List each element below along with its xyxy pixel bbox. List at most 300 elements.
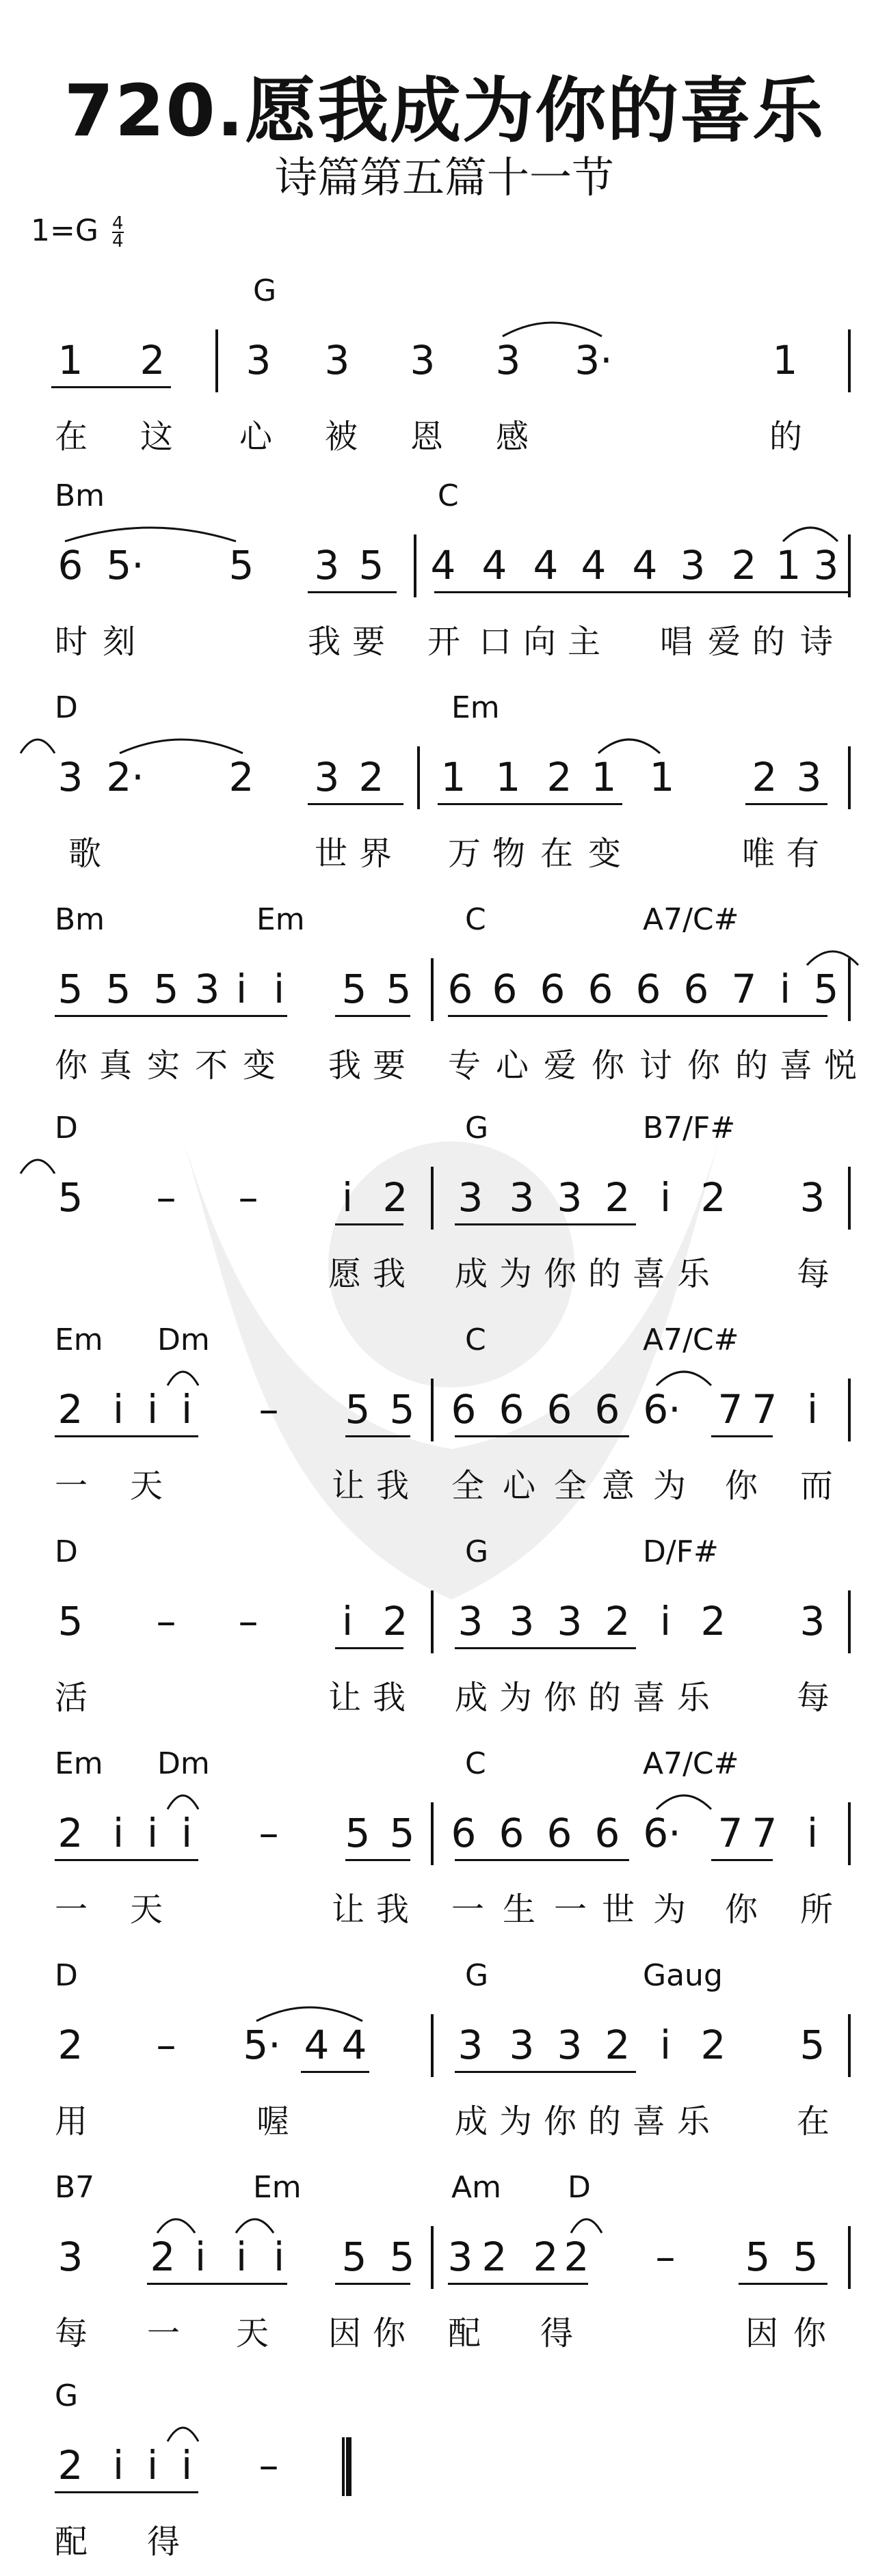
note: 3 <box>509 1174 535 1221</box>
note: i <box>659 2022 672 2068</box>
lyric-char: 得 <box>540 2314 574 2353</box>
music-system <box>0 1958 889 2143</box>
lyric-char: 为 <box>499 1255 533 1293</box>
chord-symbol: D <box>55 1534 78 1569</box>
chord-symbol: B7 <box>55 2170 95 2205</box>
lyric-char: 乐 <box>677 1679 711 1717</box>
note: 5 <box>57 1598 83 1644</box>
lyric-char: 而 <box>800 1467 834 1505</box>
music-system <box>0 1323 889 1507</box>
lyric-char: 刻 <box>103 623 136 661</box>
lyric-char: 愿 <box>328 1255 362 1293</box>
beam-underline <box>345 1859 410 1861</box>
note: i <box>273 966 285 1012</box>
time-bottom: 4 <box>111 231 124 252</box>
barline <box>848 1379 851 1441</box>
note: 3 <box>796 754 822 800</box>
note: 4 <box>304 2022 330 2068</box>
lyric-char: 诗 <box>800 623 834 661</box>
lyric-char: 成 <box>455 1255 488 1293</box>
note: 3 <box>680 542 706 588</box>
note: 5 <box>341 2234 367 2280</box>
barline <box>848 746 851 809</box>
lyric-char: 时 <box>55 623 88 661</box>
beam-underline <box>55 1859 198 1861</box>
lyric-char: 一 <box>147 2314 181 2353</box>
note: i <box>341 1174 354 1221</box>
lyric-char: 心 <box>496 1046 529 1085</box>
lyric-char: 爱 <box>544 1046 577 1085</box>
note: i <box>341 1598 354 1644</box>
note: 3 <box>557 1174 583 1221</box>
note: 5 <box>389 1386 415 1433</box>
lyric-char: 在 <box>540 835 574 873</box>
song-subtitle: 诗篇第五篇十一节 <box>274 152 614 202</box>
beam-underline <box>455 1647 636 1649</box>
beam-underline <box>55 1435 198 1437</box>
note: 6 <box>546 1810 572 1856</box>
note: i <box>146 2442 159 2489</box>
lyric-char: 你 <box>55 1046 88 1085</box>
lyric-char: 的 <box>769 418 803 456</box>
lyric-char: 喜 <box>633 2102 666 2141</box>
lyric-char: 你 <box>725 1467 758 1505</box>
note: 2 <box>382 1598 408 1644</box>
note: – <box>156 1174 176 1221</box>
lyric-char: 成 <box>455 1679 488 1717</box>
chord-symbol: C <box>465 1323 486 1357</box>
lyric-char: 每 <box>797 1255 830 1293</box>
note: 5· <box>106 542 144 588</box>
note: 3 <box>509 1598 535 1644</box>
lyric-char: 每 <box>797 1679 830 1717</box>
note: 5 <box>57 1174 83 1221</box>
barline <box>414 534 416 597</box>
note: 2 <box>57 1810 83 1856</box>
lyric-char: 喜 <box>780 1046 813 1085</box>
beam-underline <box>745 803 827 805</box>
note: 4 <box>581 542 607 588</box>
note: i <box>659 1174 672 1221</box>
lyric-char: 被 <box>325 418 358 456</box>
lyric-char: 真 <box>99 1046 133 1085</box>
lyric-char: 全 <box>451 1467 485 1505</box>
lyric-char: 为 <box>653 1890 687 1929</box>
lyric-char: 的 <box>588 1679 622 1717</box>
barline <box>417 746 420 809</box>
note: 5 <box>799 2022 825 2068</box>
note: 1 <box>772 337 798 383</box>
note: 2 <box>57 2442 83 2489</box>
lyric-char: 开 <box>427 623 461 661</box>
chord-symbol: G <box>253 273 277 308</box>
lyric-char: 我 <box>373 1255 406 1293</box>
note: – <box>156 1598 176 1644</box>
note: 7 <box>731 966 757 1012</box>
note: 2 <box>57 2022 83 2068</box>
barline <box>848 958 851 1021</box>
barline <box>431 2226 434 2289</box>
beam-underline <box>455 1859 629 1861</box>
chord-symbol: Am <box>451 2170 501 2205</box>
note: 3 <box>495 337 521 383</box>
lyric-char: 得 <box>147 2523 181 2561</box>
lyric-char: 我 <box>328 1046 362 1085</box>
lyric-char: 不 <box>195 1046 228 1085</box>
lyric-char: 这 <box>140 418 174 456</box>
barline <box>848 534 851 597</box>
barline <box>431 958 434 1021</box>
note: 4 <box>481 542 507 588</box>
note: 2 <box>57 1386 83 1433</box>
lyric-char: 用 <box>55 2102 88 2141</box>
note: 3 <box>799 1174 825 1221</box>
chord-symbol: Em <box>253 2170 302 2205</box>
note: 4 <box>533 542 559 588</box>
chord-symbol: D <box>55 1111 78 1145</box>
lyric-char: 让 <box>328 1679 362 1717</box>
music-system <box>0 478 889 663</box>
lyric-char: 成 <box>455 2102 488 2141</box>
note: i <box>806 1810 819 1856</box>
lyric-char: 歌 <box>68 835 102 873</box>
note: 3· <box>574 337 613 383</box>
lyric-char: 唱 <box>660 623 693 661</box>
note: 5 <box>813 966 839 1012</box>
note: 3 <box>799 1598 825 1644</box>
lyric-char: 你 <box>544 1255 577 1293</box>
note: 3 <box>557 2022 583 2068</box>
lyric-char: 变 <box>588 835 622 873</box>
note: i <box>235 966 248 1012</box>
beam-underline <box>335 1647 403 1649</box>
note: 3 <box>457 1598 483 1644</box>
barline <box>848 2014 851 2077</box>
chord-symbol: G <box>55 2378 79 2413</box>
note: – <box>655 2234 676 2280</box>
beam-underline <box>51 386 171 388</box>
note: 2 <box>546 754 572 800</box>
lyric-char: 要 <box>373 1046 406 1085</box>
chord-symbol: D <box>55 690 78 725</box>
note: 2 <box>382 1174 408 1221</box>
beam-underline <box>335 2283 410 2285</box>
note: 5 <box>57 966 83 1012</box>
lyric-char: 天 <box>236 2314 269 2353</box>
lyric-char: 讨 <box>639 1046 673 1085</box>
note: – <box>258 1810 279 1856</box>
beam-underline <box>438 803 622 805</box>
lyric-char: 专 <box>448 1046 481 1085</box>
music-system <box>0 690 889 875</box>
beam-underline <box>147 2283 287 2285</box>
lyric-char: 你 <box>687 1046 721 1085</box>
beam-underline <box>455 1435 629 1437</box>
lyric-char: 配 <box>448 2314 481 2353</box>
beam-underline <box>448 2283 588 2285</box>
barline <box>431 1590 434 1653</box>
barline <box>848 1802 851 1865</box>
barline <box>848 2226 851 2289</box>
note: 5 <box>745 2234 771 2280</box>
lyric-char: 配 <box>55 2523 88 2561</box>
chord-symbol: B7/F# <box>643 1111 736 1145</box>
lyric-char: 向 <box>523 623 557 661</box>
note: 2 <box>150 2234 176 2280</box>
note: 3 <box>457 1174 483 1221</box>
lyric-char: 你 <box>544 1679 577 1717</box>
lyric-char: 活 <box>55 1679 88 1717</box>
lyric-char: 让 <box>332 1467 365 1505</box>
music-system <box>0 273 889 458</box>
note: i <box>181 2442 193 2489</box>
beam-underline <box>308 591 397 593</box>
note: 6 <box>635 966 661 1012</box>
note: 3 <box>194 966 220 1012</box>
lyric-char: 乐 <box>677 2102 711 2141</box>
lyric-char: 爱 <box>708 623 741 661</box>
lyric-char: 我 <box>376 1467 410 1505</box>
lyric-char: 一 <box>554 1890 587 1929</box>
note: i <box>659 1598 672 1644</box>
note: 5· <box>243 2022 281 2068</box>
note: 5 <box>386 966 412 1012</box>
lyric-char: 喔 <box>256 2102 290 2141</box>
beam-underline <box>55 1015 287 1017</box>
note: i <box>146 1810 159 1856</box>
note: 3 <box>57 754 83 800</box>
lyric-char: 主 <box>568 623 601 661</box>
note: i <box>112 1810 124 1856</box>
note: 5 <box>153 966 179 1012</box>
note: 6 <box>540 966 566 1012</box>
note: 5 <box>345 1810 371 1856</box>
note: 1 <box>775 542 801 588</box>
note: – <box>156 2022 176 2068</box>
note: 2 <box>731 542 757 588</box>
note: 3 <box>314 754 340 800</box>
lyric-char: 天 <box>130 1890 163 1929</box>
lyric-char: 一 <box>451 1890 485 1929</box>
lyric-char: 悦 <box>824 1046 858 1085</box>
lyric-char: 一 <box>55 1467 88 1505</box>
lyric-char: 因 <box>328 2314 362 2353</box>
note: 3 <box>324 337 350 383</box>
chord-symbol: C <box>438 478 459 513</box>
lyric-char: 全 <box>554 1467 587 1505</box>
note: 6 <box>594 1810 620 1856</box>
note: 3 <box>410 337 436 383</box>
lyric-char: 心 <box>239 418 273 456</box>
note: 2 <box>140 337 165 383</box>
lyric-char: 生 <box>503 1890 536 1929</box>
note: 6· <box>643 1386 681 1433</box>
note: – <box>258 1386 279 1433</box>
lyric-char: 感 <box>496 418 529 456</box>
chord-symbol: Em <box>256 902 305 937</box>
note: i <box>181 1810 193 1856</box>
beam-underline <box>434 591 848 593</box>
lyric-char: 我 <box>376 1890 410 1929</box>
lyric-char: 意 <box>602 1467 635 1505</box>
music-system <box>0 2170 889 2355</box>
note: 2 <box>605 1598 631 1644</box>
lyric-char: 你 <box>373 2314 406 2353</box>
lyric-char: 的 <box>588 2102 622 2141</box>
lyric-char: 让 <box>332 1890 365 1929</box>
note: i <box>146 1386 159 1433</box>
note: 3 <box>813 542 839 588</box>
note: 5 <box>105 966 131 1012</box>
note: 1 <box>591 754 617 800</box>
note: 5 <box>389 2234 415 2280</box>
music-system <box>0 1534 889 1719</box>
lyric-char: 物 <box>492 835 526 873</box>
music-system <box>0 1111 889 1295</box>
note: i <box>779 966 791 1012</box>
note: 3 <box>314 542 340 588</box>
note: i <box>806 1386 819 1433</box>
lyric-char: 喜 <box>633 1679 666 1717</box>
lyric-char: 在 <box>797 2102 830 2141</box>
note: 1 <box>57 337 83 383</box>
barline <box>431 1167 434 1230</box>
lyric-char: 有 <box>786 835 820 873</box>
lyric-char: 喜 <box>633 1255 666 1293</box>
chord-symbol: D/F# <box>643 1534 719 1569</box>
beam-underline <box>711 1859 773 1861</box>
note: 3 <box>57 2234 83 2280</box>
lyric-char: 你 <box>793 2314 827 2353</box>
music-system <box>0 2378 889 2563</box>
lyric-char: 我 <box>373 1679 406 1717</box>
lyric-char: 要 <box>352 623 386 661</box>
note: i <box>112 2442 124 2489</box>
note: 5 <box>358 542 384 588</box>
chord-symbol: Bm <box>55 478 105 513</box>
beam-underline <box>739 2283 827 2285</box>
barline <box>848 1167 851 1230</box>
chord-symbol: D <box>568 2170 591 2205</box>
note: 3 <box>457 2022 483 2068</box>
barline <box>431 1379 434 1441</box>
lyric-char: 你 <box>725 1890 758 1929</box>
note: 7 <box>717 1810 743 1856</box>
barline <box>215 329 218 392</box>
note: 6 <box>499 1810 525 1856</box>
chord-symbol: Em <box>55 1746 103 1781</box>
lyric-char: 变 <box>243 1046 276 1085</box>
note: 2 <box>533 2234 559 2280</box>
note: 4 <box>632 542 658 588</box>
note: 2 <box>605 2022 631 2068</box>
note: 2 <box>563 2234 589 2280</box>
lyric-char: 天 <box>130 1467 163 1505</box>
beam-underline <box>345 1435 410 1437</box>
music-system <box>0 1746 889 1931</box>
note: 2 <box>358 754 384 800</box>
note: 3 <box>246 337 271 383</box>
chord-symbol: D <box>55 1958 78 1993</box>
note: 2 <box>605 1174 631 1221</box>
note: 7 <box>752 1386 778 1433</box>
note: 6 <box>451 1386 477 1433</box>
lyric-char: 乐 <box>677 1255 711 1293</box>
lyric-char: 世 <box>602 1890 635 1929</box>
lyric-char: 一 <box>55 1890 88 1929</box>
lyric-char: 我 <box>308 623 341 661</box>
chord-symbol: G <box>465 1534 489 1569</box>
note: 6 <box>57 542 83 588</box>
key-signature <box>31 213 124 252</box>
lyric-char: 为 <box>653 1467 687 1505</box>
note: 5 <box>389 1810 415 1856</box>
note: 6· <box>643 1810 681 1856</box>
note: 2 <box>700 1174 726 1221</box>
beam-underline <box>448 1015 827 1017</box>
note: – <box>238 1174 258 1221</box>
note: i <box>112 1386 124 1433</box>
song-title: 720.愿我成为你的喜乐 <box>64 69 825 152</box>
lyric-char: 你 <box>544 2102 577 2141</box>
lyric-char: 世 <box>315 835 348 873</box>
lyric-char: 每 <box>55 2314 88 2353</box>
note: 4 <box>430 542 456 588</box>
note: 7 <box>752 1810 778 1856</box>
note: i <box>194 2234 207 2280</box>
note: 6 <box>587 966 613 1012</box>
note: 1 <box>440 754 466 800</box>
chord-symbol: A7/C# <box>643 1746 739 1781</box>
time-top: 4 <box>111 213 124 234</box>
barline <box>848 1590 851 1653</box>
note: 7 <box>717 1386 743 1433</box>
barline <box>431 2014 434 2077</box>
final-barline <box>342 2437 351 2496</box>
note: 2 <box>700 1598 726 1644</box>
chord-symbol: Dm <box>157 1323 210 1357</box>
note: 2 <box>752 754 778 800</box>
lyric-char: 因 <box>745 2314 779 2353</box>
chord-symbol: Em <box>55 1323 103 1357</box>
chord-symbol: Dm <box>157 1746 210 1781</box>
lyric-char: 为 <box>499 1679 533 1717</box>
beam-underline <box>301 2071 369 2073</box>
note: 2 <box>228 754 254 800</box>
lyric-char: 万 <box>448 835 481 873</box>
note: 1 <box>649 754 675 800</box>
lyric-char: 口 <box>479 623 512 661</box>
note: 6 <box>447 966 473 1012</box>
chord-symbol: Em <box>451 690 500 725</box>
note: 5 <box>793 2234 819 2280</box>
lyric-char: 唯 <box>742 835 775 873</box>
note: 2 <box>700 2022 726 2068</box>
note: – <box>258 2442 279 2489</box>
chord-symbol: Gaug <box>643 1958 723 1993</box>
key-label: 1=G <box>31 213 98 248</box>
chord-symbol: A7/C# <box>643 902 739 937</box>
note: 6 <box>492 966 518 1012</box>
note: 6 <box>499 1386 525 1433</box>
lyric-char: 心 <box>503 1467 536 1505</box>
beam-underline <box>455 2071 636 2073</box>
note: 2 <box>481 2234 507 2280</box>
note: 6 <box>594 1386 620 1433</box>
barline <box>848 329 851 392</box>
lyric-char: 所 <box>800 1890 834 1929</box>
chord-symbol: Bm <box>55 902 105 937</box>
